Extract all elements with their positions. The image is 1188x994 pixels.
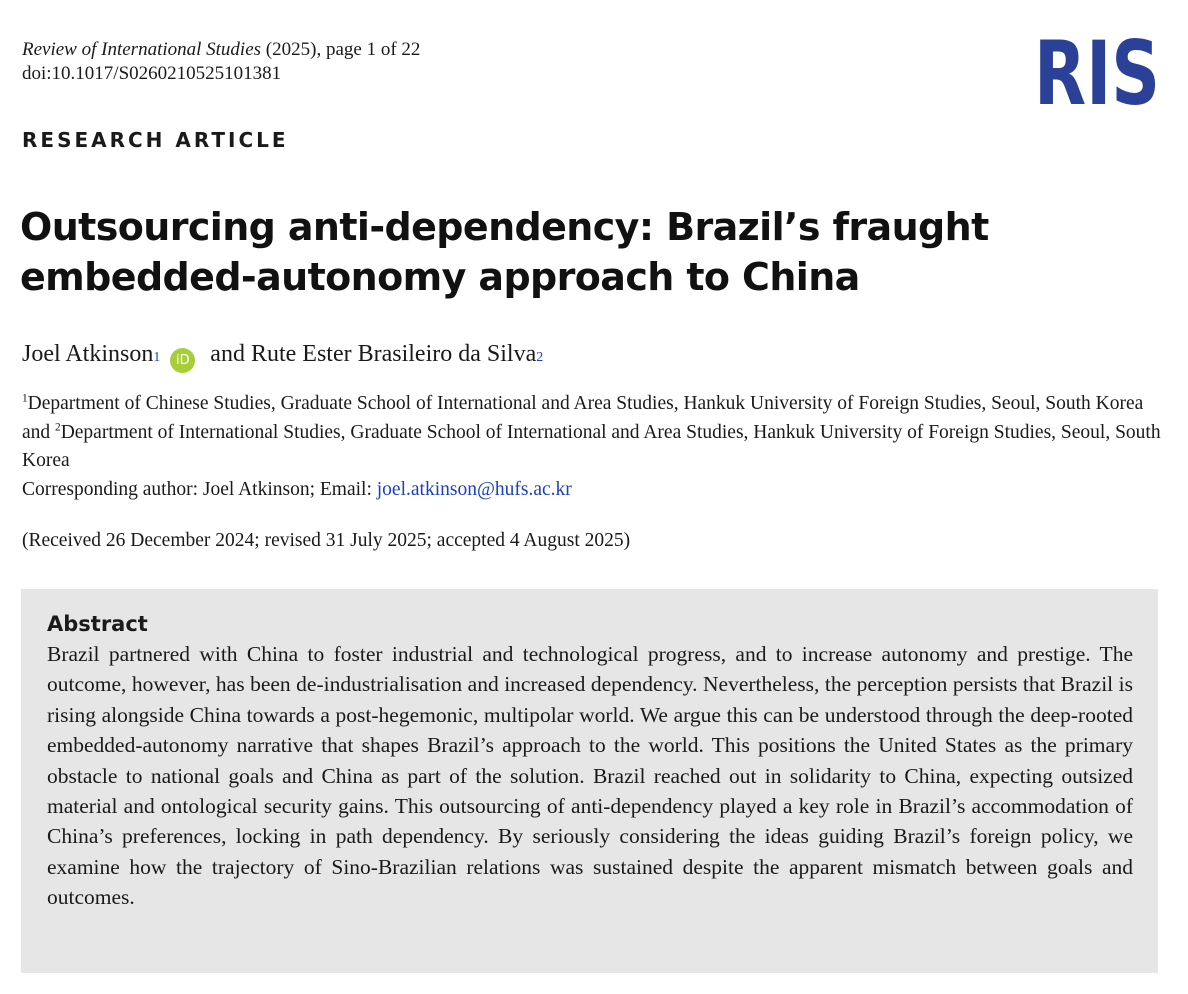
journal-logo-text: RIS [1034,22,1160,125]
journal-citation [22,38,420,62]
abstract-box [21,589,1158,973]
affiliation-text [22,390,1162,476]
article-title: Outsourcing anti-dependency: Brazil’s fraught embedded-autonomy approach to China [20,205,989,299]
abstract-text: Brazil partnered with China to foster industrial and technological progress, and to increase autonomy and prestige. The outcome, however, has been de-industrialisation and increased dependency. Nevertheless, the perception persists that Brazil is rising alongside China towards a post-hegemonic, multipolar world. We argue this can be understood through the deep-rooted embedded-autonomy narrative that shapes Brazil’s approach to the world. This positions the United States as the primary obstacle to national goals and China as part of the solution. Brazil reached out in solidarity to China, expecting outsized material and ontological security gains. This outsourcing of anti-dependency played a key role in Brazil’s accommodation of China’s preferences, locking in path dependency. By seriously considering the ideas guiding Brazil’s foreign policy, we examine how the trajectory of Sino-Brazilian relations was sustained despite the apparent mismatch between goals and outcomes. [47,642,1133,910]
journal-logo [1032,22,1162,125]
affiliation-1: Department of Chinese Studies, Graduate School of International and Area Studies, Hankuk University of Foreign Studies, Seoul, South Korea and [22,393,1144,443]
received-dates: (Received 26 December 2024; revised 31 July 2025; accepted 4 August 2025) [22,530,631,551]
doi: doi:10.1017/S0260210525101381 [22,63,282,84]
email-link[interactable]: joel.atkinson@hufs.ac.kr [376,478,572,500]
affiliation-2: Department of International Studies, Graduate School of International and Area Studies, Hankuk University of Foreign Studies, Seoul, South Korea [22,421,1161,471]
article-type-label: RESEARCH ARTICLE [22,128,289,152]
author-list: Joel Atkinson 1 iD and Rute Ester Brasileiro da Silva 2 [22,338,543,370]
abstract-heading: Abstract [47,612,148,636]
affiliation-number: 1 [22,392,28,405]
corresponding-label: Corresponding author: Joel Atkinson; Email: [22,478,377,500]
corresponding-author [22,476,1162,505]
journal-name: Review of International Studies [22,39,262,60]
author-name[interactable]: and Rute Ester Brasileiro da Silva [204,341,537,367]
affiliations [22,390,1162,504]
orcid-icon[interactable]: iD [170,348,195,373]
author-name[interactable]: Joel Atkinson [22,341,154,367]
journal-meta: (2025), page 1 of 22 [261,39,421,60]
affiliation-number: 2 [55,421,61,433]
